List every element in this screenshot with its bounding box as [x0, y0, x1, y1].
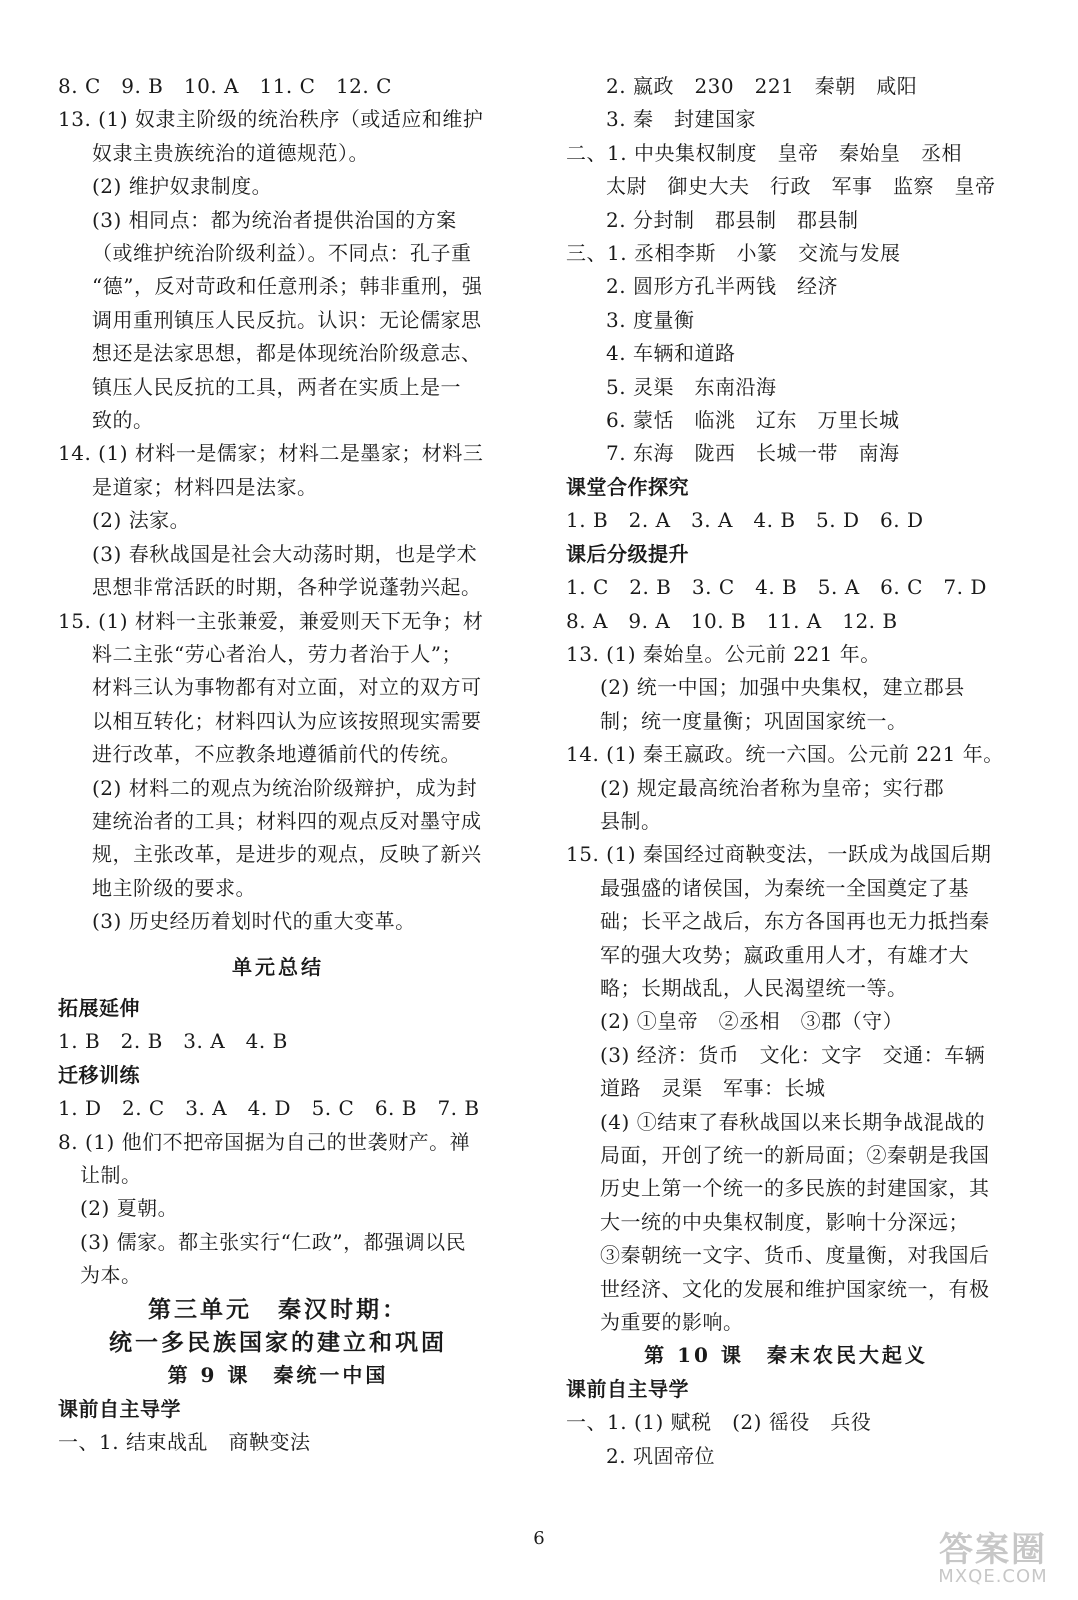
subsection-heading: 课堂合作探究: [566, 474, 689, 499]
text-line: 一、1. (1) 赋税 (2) 徭役 兵役: [566, 1410, 872, 1435]
text-line: 让制。: [80, 1163, 142, 1187]
text-line: 三、1. 丞相李斯 小篆 交流与发展: [566, 241, 901, 266]
text-line: 太尉 御史大夫 行政 军事 监察 皇帝: [606, 174, 996, 199]
text-line: (2) ①皇帝 ②丞相 ③郡（守）: [600, 1009, 904, 1034]
text-line: 1. B 2. B 3. A 4. B: [58, 1029, 288, 1054]
subsection-heading: 课后分级提升: [566, 541, 689, 566]
lesson-title: 第 9 课 秦统一中国: [167, 1363, 389, 1388]
text-line: 2. 嬴政 230 221 秦朝 咸阳: [606, 74, 918, 98]
text-line: 进行改革，不应教条地遵循前代的传统。: [92, 742, 461, 767]
text-line: 2. 分封制 郡县制 郡县制: [606, 207, 859, 232]
text-line: 军的强大攻势；嬴政重用人才，有雄才大: [600, 942, 969, 967]
text-line: 致的。: [92, 408, 154, 433]
text-line: 地主阶级的要求。: [92, 875, 256, 900]
text-line: 想还是法家思想，都是体现统治阶级意志、: [92, 341, 482, 366]
text-line: 为重要的影响。: [600, 1310, 744, 1335]
unit-title: 第三单元 秦汉时期：: [148, 1295, 408, 1323]
text-line: (3) 历史经历着划时代的重大变革。: [92, 909, 416, 934]
text-line: (2) 夏朝。: [80, 1196, 179, 1221]
text-line: (3) 经济：货币 文化：文字 交通：车辆: [600, 1042, 986, 1067]
text-line: 7. 东海 陇西 长城一带 南海: [606, 441, 900, 466]
page-number: 6: [533, 1528, 545, 1549]
watermark-logo: [918, 1522, 1068, 1594]
text-line: 15. (1) 材料一主张兼爱，兼爱则天下无争；材: [58, 608, 484, 633]
text-line: （或维护统治阶级利益）。不同点：孔子重: [92, 241, 472, 266]
text-line: 8. A 9. A 10. B 11. A 12. B: [566, 608, 898, 633]
text-line: 15. (1) 秦国经过商鞅变法，一跃成为战国后期: [566, 842, 992, 867]
text-line: 思想非常活跃的时期，各种学说蓬勃兴起。: [92, 575, 482, 600]
text-line: 6. 蒙恬 临洮 辽东 万里长城: [606, 408, 900, 433]
text-line: 1. B 2. A 3. A 4. B 5. D 6. D: [566, 508, 924, 533]
watermark-text: 答案圈: [939, 1530, 1047, 1570]
text-line: 二、1. 中央集权制度 皇帝 秦始皇 丞相: [566, 140, 962, 165]
text-line: 料二主张“劳心者治人，劳力者治于人”；: [92, 641, 462, 666]
text-line: (2) 维护奴隶制度。: [92, 174, 273, 199]
text-line: (4) ①结束了春秋战国以来长期争战混战的: [600, 1109, 986, 1134]
text-line: 8. C 9. B 10. A 11. C 12. C: [58, 74, 392, 98]
text-line: 5. 灵渠 东南沿海: [606, 374, 777, 399]
text-line: 镇压人民反抗的工具，两者在实质上是一: [92, 374, 461, 399]
text-line: 2. 巩固帝位: [606, 1443, 715, 1468]
text-line: 1. C 2. B 3. C 4. B 5. A 6. C 7. D: [566, 575, 987, 600]
text-line: 13. (1) 秦始皇。公元前 221 年。: [566, 641, 881, 666]
section-title: 单元总结: [232, 954, 324, 979]
watermark-url: MXQE.COM: [938, 1566, 1048, 1587]
text-line: 略；长期战乱，人民渴望统一等。: [600, 975, 908, 1000]
text-line: 14. (1) 秦王嬴政。统一六国。公元前 221 年。: [566, 742, 1004, 767]
text-line: 础；长平之战后，东方各国再也无力抵挡秦: [600, 909, 990, 934]
text-line: (2) 统一中国；加强中央集权，建立郡县: [600, 675, 965, 700]
text-line: ③秦朝统一文字、货币、度量衡，对我国后: [600, 1243, 990, 1268]
text-line: (2) 法家。: [92, 508, 191, 533]
text-line: 建统治者的工具；材料四的观点反对墨守成: [92, 808, 482, 833]
text-line: (3) 春秋战国是社会大动荡时期，也是学术: [92, 541, 478, 566]
left-column: [58, 70, 498, 1460]
text-line: 一、1. 结束战乱 商鞅变法: [58, 1430, 311, 1455]
text-line: 局面，开创了统一的新局面；②秦朝是我国: [600, 1143, 990, 1167]
text-line: 3. 度量衡: [606, 307, 695, 332]
unit-subtitle: 统一多民族国家的建立和巩固: [109, 1329, 447, 1357]
text-line: 奴隶主贵族统治的道德规范）。: [92, 140, 369, 165]
text-line: 是道家；材料四是法家。: [92, 474, 318, 499]
subsection-heading: 迁移训练: [58, 1062, 140, 1087]
text-line: 2. 圆形方孔半两钱 经济: [606, 274, 838, 299]
text-line: 8. (1) 他们不把帝国据为自己的世袭财产。禅: [58, 1129, 471, 1154]
text-line: (3) 儒家。都主张实行“仁政”，都强调以民: [80, 1229, 467, 1254]
text-line: 以相互转化；材料四认为应该按照现实需要: [92, 708, 482, 733]
text-line: 材料三认为事物都有对立面，对立的双方可: [92, 675, 482, 700]
text-line: 历史上第一个统一的多民族的封建国家，其: [600, 1176, 990, 1201]
text-line: 14. (1) 材料一是儒家；材料二是墨家；材料三: [58, 441, 484, 466]
text-line: 县制。: [600, 808, 662, 833]
text-line: “德”，反对苛政和任意刑杀；韩非重刑，强: [92, 274, 483, 299]
text-line: (2) 规定最高统治者称为皇帝；实行郡: [600, 775, 945, 800]
right-column: [566, 70, 1006, 1473]
text-line: 最强盛的诸侯国，为秦统一全国奠定了基: [600, 875, 969, 900]
text-line: 调用重刑镇压人民反抗。认识：无论儒家思: [92, 307, 482, 332]
subsection-heading: 课前自主导学: [566, 1376, 689, 1401]
text-line: 制；统一度量衡；巩固国家统一。: [600, 708, 908, 733]
text-line: 规，主张改革，是进步的观点，反映了新兴: [92, 842, 482, 867]
text-line: 1. D 2. C 3. A 4. D 5. C 6. B 7. B: [58, 1096, 480, 1121]
subsection-heading: 拓展延伸: [58, 995, 140, 1020]
text-line: (3) 相同点：都为统治者提供治国的方案: [92, 207, 457, 232]
text-line: 道路 灵渠 军事：长城: [600, 1076, 826, 1101]
lesson-title: 第 10 课 秦末农民大起义: [644, 1343, 928, 1368]
text-line: 世经济、文化的发展和维护国家统一，有极: [600, 1276, 990, 1301]
text-line: 3. 秦 封建国家: [606, 107, 756, 132]
text-line: (2) 材料二的观点为统治阶级辩护，成为封: [92, 775, 478, 800]
subsection-heading: 课前自主导学: [58, 1396, 181, 1421]
text-line: 13. (1) 奴隶主阶级的统治秩序（或适应和维护: [58, 107, 484, 132]
text-line: 大一统的中央集权制度，影响十分深远；: [600, 1209, 969, 1234]
text-line: 为本。: [80, 1263, 142, 1288]
text-line: 4. 车辆和道路: [606, 341, 736, 366]
